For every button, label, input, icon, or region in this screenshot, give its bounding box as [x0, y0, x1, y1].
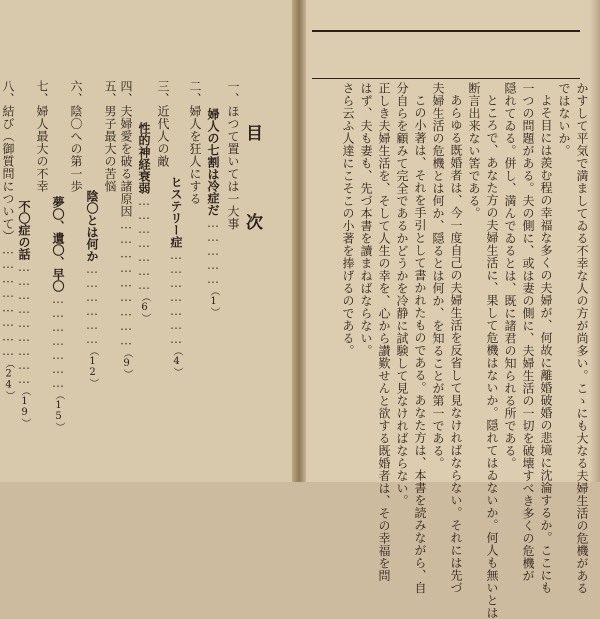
body-line: 一つの問題がある。夫の側に、或は妻の側に、夫婦生活の一切を破壊すべき多くの危機が [521, 82, 535, 582]
body-line: 隠れてゐる。併し、満んでゐるとは、既に諸君の知られる所である。 [503, 82, 517, 470]
toc-entry-5: 五、男子最大の苦悩 [103, 80, 117, 193]
toc-entry-1: 一、ほつて置いては一大事 [226, 80, 240, 230]
toc-sub-1: 婦人の七割は冷症だ……………（1） [206, 108, 220, 317]
body-line: はず、夫も妻も、先づ本書を讀まねばならない。 [359, 82, 373, 357]
book-gutter [292, 0, 306, 482]
body-line: 断言出来ない筈である。 [467, 82, 481, 220]
top-rule [312, 30, 580, 32]
body-line: 夫婦生活の危機とは何か、隠るとは何か、を知ることが第一である。 [431, 82, 445, 470]
body-line: あらゆる既婚者は、今一度自己の夫婦生活を反省して見なければならない。それには先づ [449, 94, 463, 594]
section-rule [312, 78, 580, 79]
toc-sub-7: 不〇症の話………………………（19） [17, 200, 31, 428]
toc-entry-8: 八、結び（御質問について）……………………（24） [1, 80, 15, 401]
body-line: かすして平気で満ましてゐる不幸な人の方が尚多い。こゝにも大なる夫婦生活の危機がある [575, 82, 589, 595]
toc-entry-7: 七、婦人最大の不幸 [35, 80, 49, 193]
page-edge-shadow [590, 0, 600, 482]
body-line: 正しき夫婦生活を、そして人生の幸を、心から讃歎せんと欲する既婚者は、その幸福を問 [377, 82, 391, 582]
toc-sub-6: 夢〇、遺〇、早〇…………………（15） [51, 196, 65, 432]
body-line: さら云ふ人達にこそこの小著を捧げるのである。 [341, 82, 355, 357]
toc-title: 目 次 [242, 124, 262, 256]
toc-sub-2: ヒステリー症…………………（4） [169, 176, 183, 377]
toc-entry-3: 三、近代人の敵 [156, 80, 170, 168]
body-line: よそ目には羨む程の幸福な多くの夫婦が、何故に離婚破婚の悲境に沈淪するか。ここにも [539, 94, 553, 594]
toc-entry-2: 二、婦人を狂人にする [188, 80, 202, 205]
body-line: ところで、あなた方の夫婦生活に、果して危機はないか。隠れてはゐないか。何人も無いとは [485, 94, 499, 619]
toc-entry-4: 四、夫婦愛を破る諸原因………………………（9） [119, 80, 133, 379]
toc-entry-6: 六、陰〇への第一歩 [69, 80, 83, 193]
body-line: 分自らを顧みて完全であるかどうかを冷静に試験して見なければならない。 [395, 82, 409, 507]
toc-sub-5: 陰〇とは何か………………（12） [85, 190, 99, 388]
toc-sub-3: 性的神経衰弱…………………（6） [137, 122, 151, 323]
body-line: この小著は、それを手引として書かれたものである。あなた方は、本書を読みながら、自 [413, 94, 427, 594]
body-line: ではないか。 [557, 82, 571, 157]
